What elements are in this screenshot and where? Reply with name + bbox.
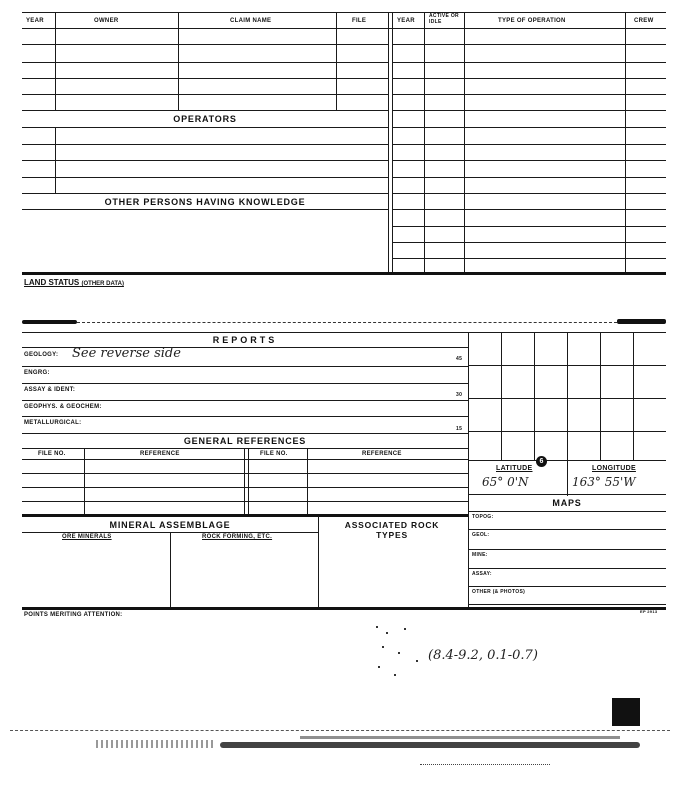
maps-topog: TOPOG: — [472, 514, 494, 520]
report-assay-label: ASSAY & IDENT: — [24, 387, 76, 393]
mineral-assemblage-section — [22, 516, 468, 608]
header-claim-name: CLAIM NAME — [230, 18, 272, 24]
associated-rock-types-label: ASSOCIATED ROCK TYPES — [344, 520, 440, 540]
section-separator — [22, 318, 666, 326]
header-type-of-operation: TYPE OF OPERATION — [498, 18, 566, 24]
tab-marker — [536, 456, 547, 467]
report-metallurgical-label: METALLURGICAL: — [24, 420, 82, 426]
gr-file-no-2: FILE NO. — [260, 451, 288, 457]
operators-title: OPERATORS — [173, 114, 237, 124]
top-table — [0, 0, 678, 280]
mineral-assemblage-title: MINERAL ASSEMBLAGE — [109, 520, 231, 530]
reports-section — [22, 332, 468, 512]
ore-minerals-label: ORE MINERALS — [62, 534, 112, 540]
land-status-subtitle: (OTHER DATA) — [81, 281, 124, 287]
reports-title: REPORTS — [212, 335, 278, 345]
report-engrg-label: ENGRG: — [24, 370, 50, 376]
report-geology-value: See reverse side — [72, 346, 181, 361]
location-grid — [468, 332, 666, 612]
report-assay-code: 30 — [456, 392, 463, 398]
header-active-idle: ACTIVE OR IDLE — [429, 13, 459, 25]
header-owner: OWNER — [94, 18, 119, 24]
report-geology-label: GEOLOGY: — [24, 352, 59, 358]
report-metallurgical-code: 15 — [456, 426, 463, 432]
gr-reference-2: REFERENCE — [362, 451, 402, 457]
longitude-label: LONGITUDE — [592, 465, 636, 472]
longitude-value: 163° 55'W — [572, 475, 636, 489]
land-status — [24, 278, 124, 287]
maps-mine: MINE: — [472, 552, 488, 558]
maps-assay: ASSAY: — [472, 571, 492, 577]
header-file: FILE — [352, 18, 367, 24]
maps-other: OTHER (& PHOTOS) — [472, 589, 526, 595]
header-year-right: YEAR — [397, 18, 415, 24]
maps-geol: GEOL: — [472, 532, 490, 538]
handwritten-note: (8.4-9.2, 0.1-0.7) — [428, 648, 538, 663]
maps-title: MAPS — [552, 498, 582, 508]
tab-marker-number: 6 — [539, 458, 544, 465]
gr-file-no-1: FILE NO. — [38, 451, 66, 457]
points-meriting-attention: POINTS MERITING ATTENTION: — [24, 612, 123, 618]
dot-marks — [372, 622, 432, 682]
latitude-label: LATITUDE — [496, 465, 533, 472]
general-references-title: GENERAL REFERENCES — [183, 436, 307, 446]
header-year: YEAR — [26, 18, 44, 24]
gr-reference-1: REFERENCE — [140, 451, 180, 457]
report-geology-code: 45 — [456, 356, 463, 362]
rock-forming-label: ROCK FORMING, ETC. — [202, 534, 273, 540]
scan-artifact — [0, 690, 678, 790]
latitude-value: 65° 0'N — [482, 475, 529, 489]
other-persons-title: OTHER PERSONS HAVING KNOWLEDGE — [104, 197, 306, 207]
header-crew: CREW — [634, 18, 654, 24]
land-status-title: LAND STATUS — [24, 278, 80, 287]
form-code: EP 2913 — [640, 609, 658, 614]
report-geophys-label: GEOPHYS. & GEOCHEM: — [24, 404, 102, 410]
